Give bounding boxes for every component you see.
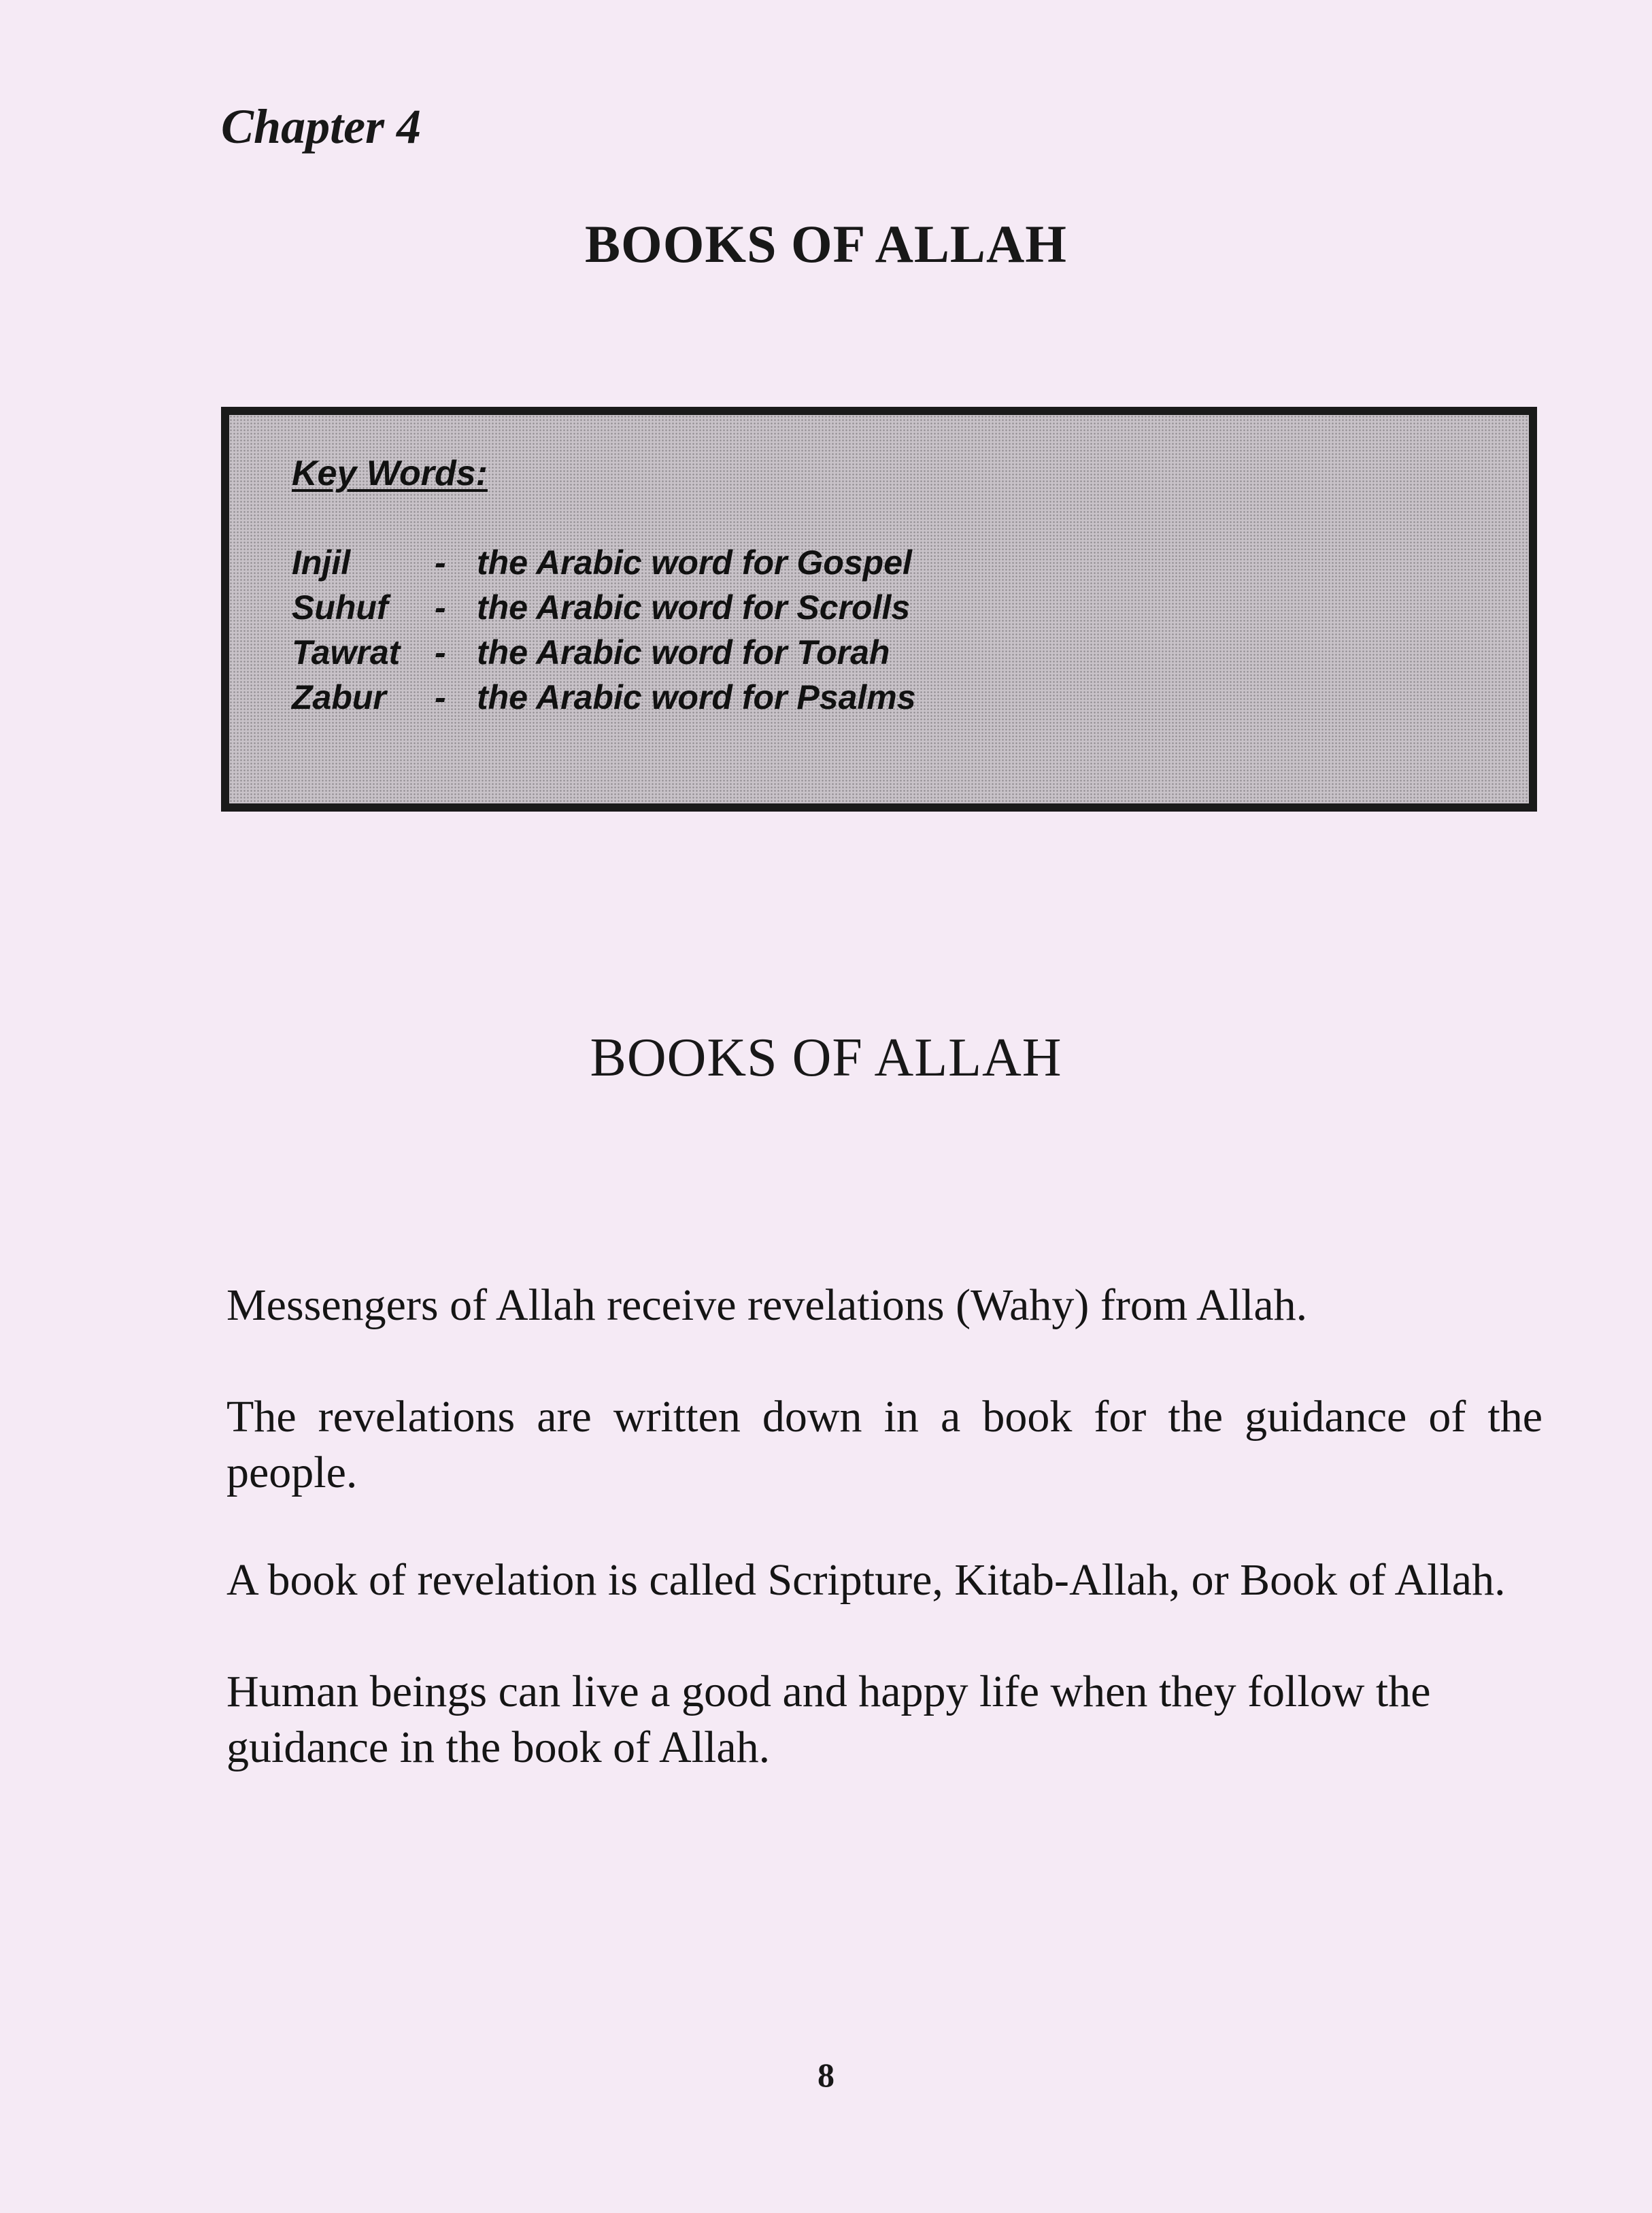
key-word-definition: the Arabic word for Torah: [477, 633, 890, 671]
key-word-row: [292, 680, 916, 714]
key-word-definition: the Arabic word for Scrolls: [477, 588, 911, 627]
chapter-label: Chapter 4: [221, 99, 422, 154]
body-paragraph: Human beings can live a good and happy life when they follow the guidance in the book of Allah.: [226, 1667, 1431, 1772]
page-number: 8: [817, 2056, 835, 2094]
page-title: BOOKS OF ALLAH: [585, 214, 1067, 273]
key-word-dash: -: [435, 633, 446, 671]
key-word-row: [292, 635, 890, 669]
key-word-term: Tawrat: [292, 633, 401, 671]
key-word-term: Suhuf: [292, 588, 388, 627]
key-word-dash: -: [435, 588, 446, 627]
section-title: BOOKS OF ALLAH: [590, 1028, 1062, 1088]
body-paragraph: The revelations are written down in a book for the guidance of the people.: [226, 1392, 1543, 1497]
body-paragraph: A book of revelation is called Scripture, Kitab-Allah, or Book of Allah.: [226, 1555, 1506, 1605]
key-word-term: Zabur: [292, 678, 386, 716]
key-word-definition: the Arabic word for Psalms: [477, 678, 916, 716]
key-words-heading: Key Words:: [292, 454, 488, 493]
key-word-term: Injil: [292, 544, 351, 582]
body-paragraph: Messengers of Allah receive revelations (Wahy) from Allah.: [226, 1280, 1308, 1330]
key-words-box: [221, 407, 1537, 812]
key-word-dash: -: [435, 678, 446, 716]
key-word-definition: the Arabic word for Gospel: [477, 544, 912, 582]
key-word-row: [292, 590, 910, 625]
key-word-dash: -: [435, 544, 446, 582]
key-word-row: [292, 546, 912, 580]
